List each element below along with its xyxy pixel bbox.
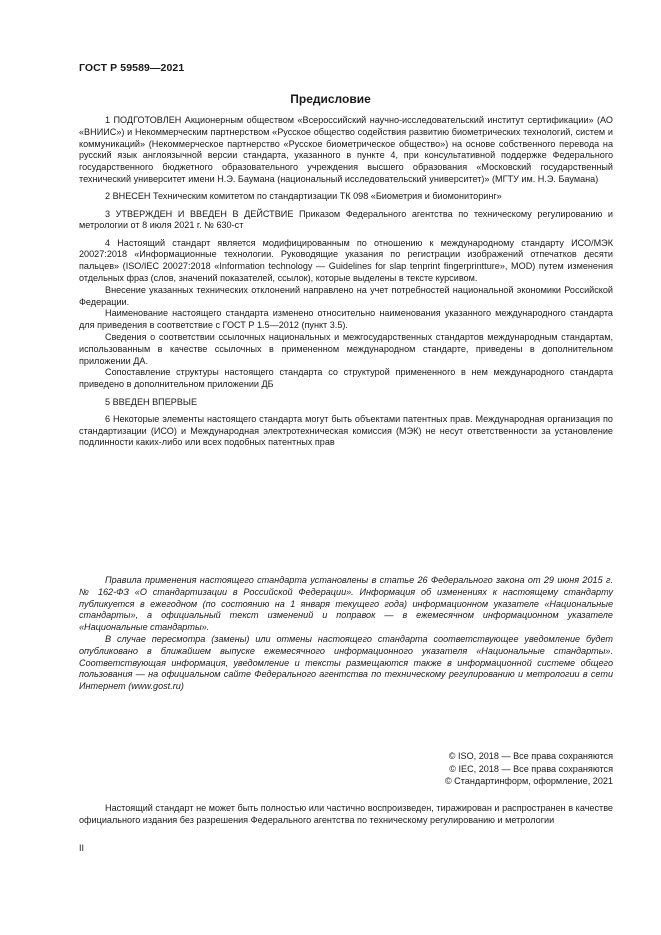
notice-revision-paragraph: В случае пересмотра (замены) или отмены настоящего стандарта соответствующее уведомление будет опубликовано в ближайшем выпуске ежемесячного информационного указателя «Национальные стандарты». Соответствующая информация, уведомление и тексты размещаются также в информационной системе общего пользования — на официальном сайте Федерального агентства по техническому регулированию и метрологии в сети Интернет (www.gost.ru): [79, 633, 613, 692]
paragraph-modified-standard: 4 Настоящий стандарт является модифицированным по отношению к международному стандарту ИСО/МЭК 20027:2018 «Информационные технологии. Руководящие указания по регистрации изображений отпечатков десяти пальцев» (ISO/IEC 20027:2018 «Information technology — Guidelines for slap tenprint fingerprintture», MOD) путем изменения отдельных фраз (слов, значений показателей, ссылок), которые выделены в тексте курсивом.: [79, 237, 613, 284]
paragraph-submitted-by: 2 ВНЕСЕН Техническим комитетом по стандартизации ТК 098 «Биометрия и биомониторинг»: [105, 191, 502, 202]
page-number: II: [79, 843, 85, 853]
paragraph-patent-rights: 6 Некоторые элементы настоящего стандарта могут быть объектами патентных прав. Международная организация по стандартизации (ИСО) и Международная электротехническая комиссия (МЭК) не несут ответственности за установление подлинности каких-либо или всех подобных патентных прав: [79, 413, 613, 448]
copyright-block: [79, 750, 613, 788]
foreword-body: [79, 115, 613, 455]
paragraph-structure-comparison: Сопоставление структуры настоящего стандарта со структурой примененного в нем международного стандарта приведено в дополнительном приложении ДБ: [79, 367, 613, 390]
copyright-iec: © IEC, 2018 — Все права сохраняются: [449, 763, 613, 774]
paragraph-references-info: Сведения о соответствии ссылочных национальных и межгосударственных стандартов международным стандартам, использованным в качестве ссылочных в примененном международном стандарте, приведены в дополнительном приложении ДА.: [79, 332, 613, 366]
paragraph-introduced-first: 5 ВВЕДЕН ВПЕРВЫЕ: [105, 396, 198, 407]
notice-rules-paragraph: Правила применения настоящего стандарта установлены в статье 26 Федерального закона от 29 июня 2015 г. № 162-ФЗ «О стандартизации в Российской Федерации». Информация об изменениях к настоящему стандарту публикуется в ежегодном (по состоянию на 1 января текущего года) информационном указателе «Национальные стандарты», а официальный текст изменений и поправок — в ежемесячном информационном указателе «Национальные стандарты».: [79, 575, 613, 633]
document-code: ГОСТ Р 59589—2021: [79, 62, 185, 74]
paragraph-approved: 3 УТВЕРЖДЕН И ВВЕДЕН В ДЕЙСТВИЕ Приказом Федерального агентства по техническому регулированию и метрологии от 8 июля 2021 г. № 630-ст: [79, 208, 613, 231]
copyright-standartinform: © Стандартинформ, оформление, 2021: [444, 776, 613, 786]
reproduction-notice: [79, 803, 613, 832]
page-title: Предисловие: [290, 92, 371, 106]
application-notice: [79, 575, 613, 693]
paragraph-prepared-by: 1 ПОДГОТОВЛЕН Акционерным обществом «Всероссийский научно-исследовательский институт сертификации» (АО «ВНИИС») и Некоммерческим партнерством «Русское общество содействия развитию биометрических технологий, систем и коммуникаций» (Некоммерческое партнерство «Русское биометрическое общество») на основе собственного перевода на русский язык англоязычной версии стандарта, указанного в пункте 4, при консультативной поддержке Федерального государственного бюджетного образовательного учреждения высшего образования «Московский государственный технический университет имени Н.Э. Баумана (национальный исследовательский университет)» (МГТУ им. Н.Э. Баумана): [79, 115, 613, 184]
paragraph-deviations: Внесение указанных технических отклонений направлено на учет потребностей национальной экономики Российской Федерации.: [79, 284, 613, 307]
reproduction-notice-text: Настоящий стандарт не может быть полностью или частично воспроизведен, тиражирован и распространен в качестве официального издания без разрешения Федерального агентства по техническому регулированию и метрологии: [79, 803, 613, 825]
copyright-iso: © ISO, 2018 — Все права сохраняются: [448, 751, 613, 761]
paragraph-name-change: Наименование настоящего стандарта изменено относительно наименования указанного международного стандарта для приведения в соответствие с ГОСТ Р 1.5—2012 (пункт 3.5).: [79, 308, 613, 331]
